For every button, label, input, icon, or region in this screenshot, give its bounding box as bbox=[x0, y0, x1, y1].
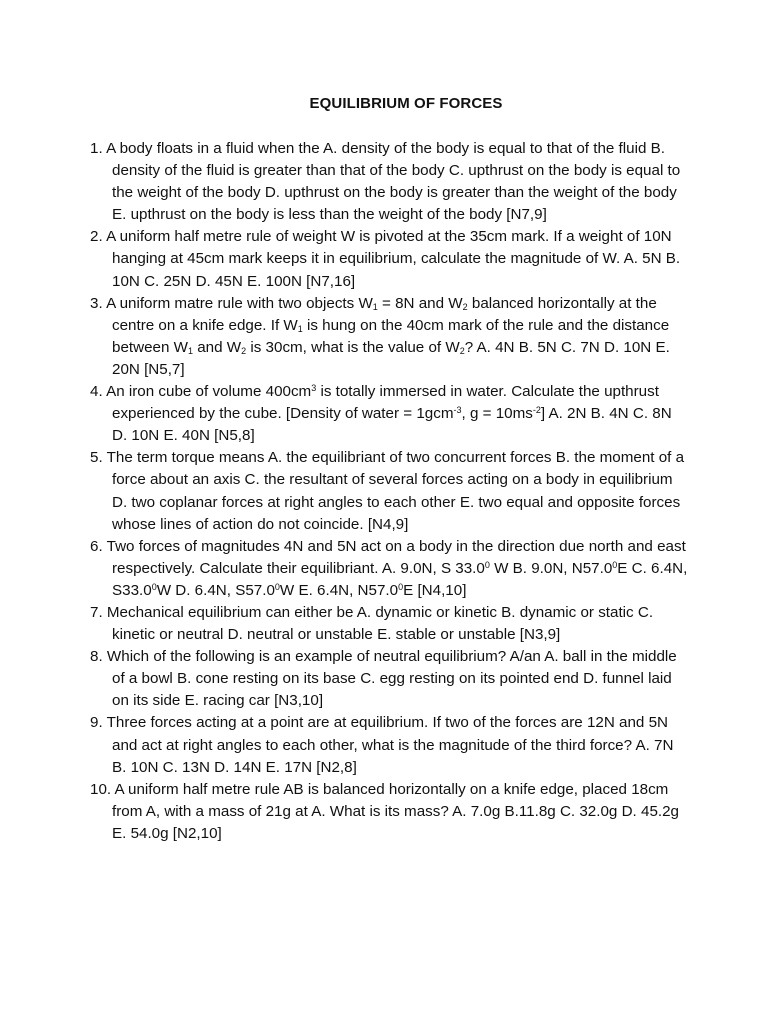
question-text: Three forces acting at a point are at equilibrium. If two of the forces are 12N and 5N and act at right angles to each other, what is the magnitude of the third force? A. 7N B. 10N C. 13N D. 14N E. 17N [N2,8] bbox=[106, 714, 674, 776]
text-run: An iron cube of volume 400cm bbox=[106, 383, 312, 401]
question-6 bbox=[90, 536, 690, 602]
text-run: , g = 10ms bbox=[461, 405, 533, 423]
text-run: W B. 9.0N, N57.0 bbox=[489, 559, 613, 577]
text-run: E C. 6.4N, S33.0 bbox=[112, 559, 688, 599]
superscript: 0 bbox=[612, 559, 618, 570]
question-number: 10. bbox=[90, 780, 112, 798]
question-number: 6. bbox=[90, 537, 103, 555]
question-5 bbox=[90, 447, 690, 535]
question-text bbox=[107, 538, 688, 599]
text-run: is totally immersed in water. Calculate the upthrust experienced by the cube. [Density of water = 1gcm bbox=[112, 383, 659, 423]
superscript: 3 bbox=[311, 383, 317, 394]
text-run: ? A. 4N B. 5N C. 7N D. 10N E. 20N [N5,7] bbox=[112, 338, 670, 378]
subscript: 2 bbox=[459, 345, 465, 356]
question-text: A body floats in a fluid when the A. density of the body is equal to that of the fluid B. density of the fluid is greater than that of the body C. upthrust on the body is equal to the weight of the body D. upthrust on the body is greater than the weight of the body E. upthrust on the body is less than the weight of the body [N7,9] bbox=[106, 140, 681, 224]
subscript: 2 bbox=[241, 345, 247, 356]
superscript: 0 bbox=[484, 559, 490, 570]
question-text: Which of the following is an example of neutral equilibrium? A/an A. ball in the middle of a bowl B. cone resting on its base C. egg resting on its pointed end D. funnel laid on its side E. racing car [N3,10] bbox=[106, 648, 677, 710]
text-run: balanced horizontally at the centre on a knife edge. If W bbox=[112, 294, 657, 334]
question-text: A uniform half metre rule of weight W is pivoted at the 35cm mark. If a weight of 10N hanging at 45cm mark keeps it in equilibrium, calculate the magnitude of W. A. 5N B. 10N C. 25N D. 45N E. 100N [N7,16] bbox=[106, 228, 681, 290]
subscript: 1 bbox=[187, 345, 193, 356]
page-title: EQUILIBRIUM OF FORCES bbox=[309, 95, 503, 112]
question-number: 5. bbox=[90, 449, 103, 467]
question-7 bbox=[90, 602, 690, 646]
superscript: 0 bbox=[274, 581, 280, 592]
question-text bbox=[106, 383, 672, 444]
text-run: Two forces of magnitudes 4N and 5N act on a body in the direction due north and east respectively. Calculate their equilibriant. A. 9.0N, S 33.0 bbox=[106, 537, 686, 577]
question-text: A uniform half metre rule AB is balanced horizontally on a knife edge, placed 18cm from A, with a mass of 21g at A. What is its mass? A. 7.0g B.11.8g C. 32.0g D. 45.2g E. 54.0g [N2,10] bbox=[112, 780, 679, 842]
text-run: W E. 6.4N, N57.0 bbox=[279, 581, 399, 599]
text-run: E [N4,10] bbox=[403, 581, 467, 599]
text-run: is 30cm, what is the value of W bbox=[246, 338, 460, 356]
superscript: 0 bbox=[398, 581, 404, 592]
question-number: 1. bbox=[90, 140, 103, 157]
question-1 bbox=[90, 138, 690, 226]
question-10 bbox=[90, 779, 690, 845]
text-run: is hung on the 40cm mark of the rule and the distance between W bbox=[112, 316, 670, 356]
text-run: = 8N and W bbox=[377, 294, 463, 312]
subscript: 1 bbox=[372, 301, 378, 312]
text-run: W D. 6.4N, S57.0 bbox=[156, 581, 275, 599]
question-number: 4. bbox=[90, 383, 103, 401]
text-run: A uniform matre rule with two objects W bbox=[106, 294, 373, 312]
text-run: and W bbox=[193, 338, 242, 356]
question-text bbox=[106, 295, 670, 378]
question-number: 7. bbox=[90, 603, 103, 621]
question-number: 8. bbox=[90, 648, 103, 666]
question-number: 9. bbox=[90, 714, 103, 732]
superscript: 0 bbox=[151, 581, 157, 592]
question-9 bbox=[90, 712, 690, 778]
superscript: -2 bbox=[532, 405, 541, 416]
superscript: -3 bbox=[453, 405, 462, 416]
subscript: 1 bbox=[297, 323, 303, 334]
question-number: 2. bbox=[90, 228, 103, 246]
question-text: Mechanical equilibrium can either be A. dynamic or kinetic B. dynamic or static C. kinetic or neutral D. neutral or unstable E. stable or unstable [N3,9] bbox=[106, 603, 654, 644]
question-3 bbox=[90, 293, 690, 381]
question-2 bbox=[90, 226, 690, 292]
question-number: 3. bbox=[90, 294, 103, 312]
question-8 bbox=[90, 646, 690, 712]
subscript: 2 bbox=[462, 301, 468, 312]
question-list bbox=[90, 138, 690, 845]
text-run: ] A. 2N B. 4N C. 8N D. 10N E. 40N [N5,8] bbox=[112, 405, 672, 445]
question-4 bbox=[90, 381, 690, 447]
question-text: The term torque means A. the equilibriant of two concurrent forces B. the moment of a force about an axis C. the resultant of several forces acting on a body in equilibrium D. two coplanar forces at right angles to each other E. two equal and opposite forces whose lines of action do not coincide. [N4,9] bbox=[106, 449, 685, 533]
